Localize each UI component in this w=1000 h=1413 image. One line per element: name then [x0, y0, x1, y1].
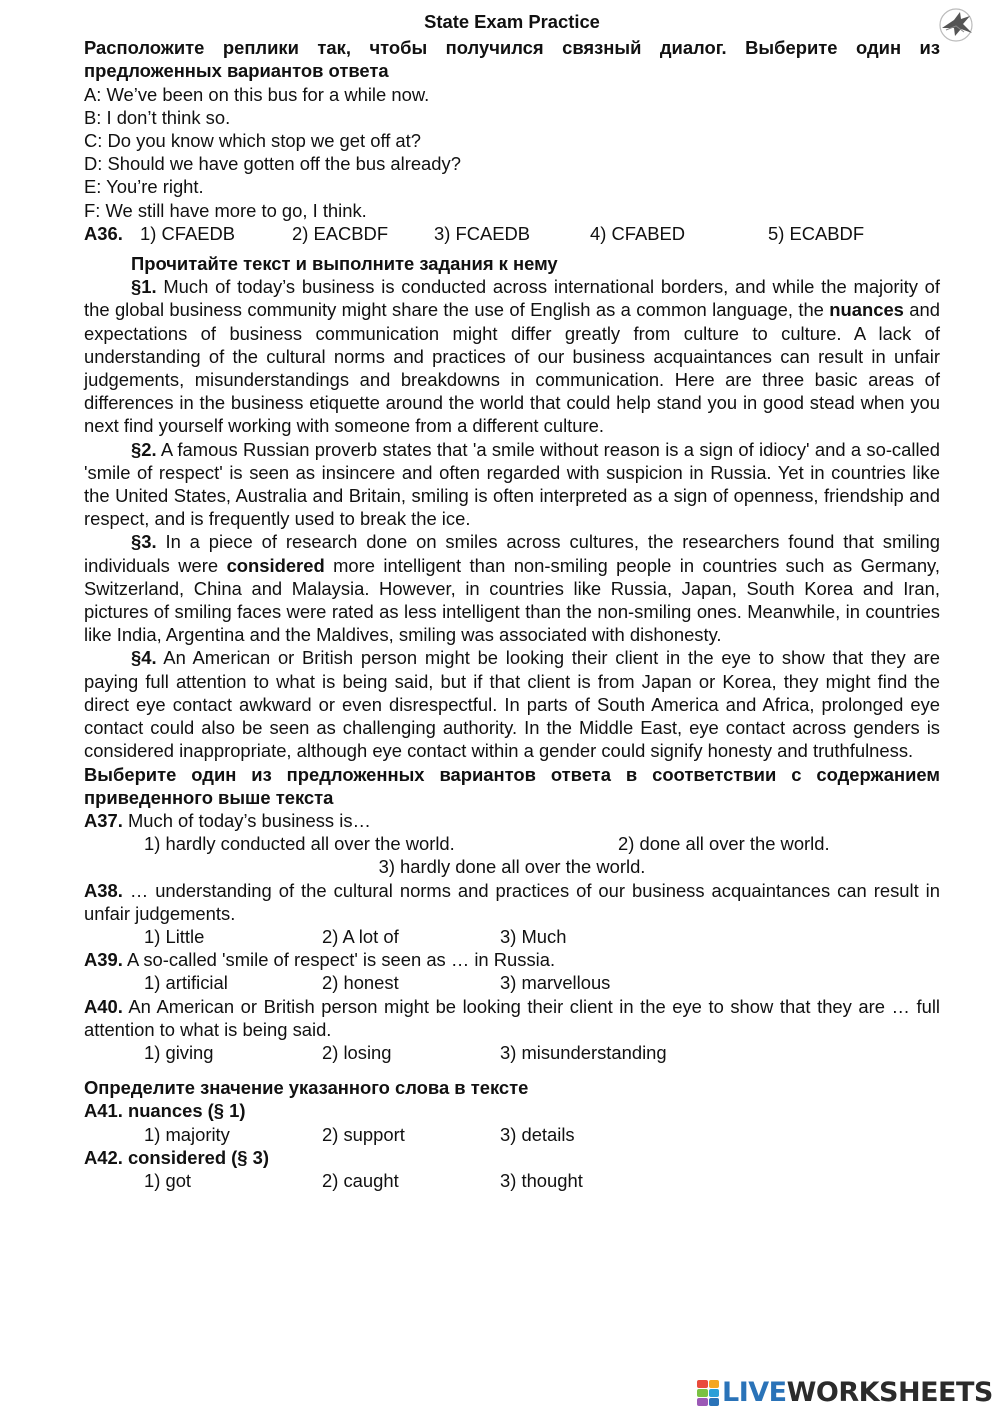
question-a39 [84, 948, 940, 994]
answer-option[interactable]: 1) majority [144, 1123, 230, 1145]
answer-option[interactable]: 1) CFAEDB [140, 222, 236, 244]
logo-suffix: WORKSHEETS [786, 1377, 993, 1408]
answer-option[interactable]: 3) hardly done all over the world. [378, 856, 646, 878]
question-label: A42. considered (§ 3) [84, 1146, 269, 1168]
question-a36 [84, 222, 940, 245]
answer-option[interactable]: 4) CFABED [590, 222, 686, 244]
answer-option[interactable]: 2) support [322, 1123, 405, 1145]
question-label: A36. [84, 222, 123, 244]
dialogue-instruction: Расположите реплики так, чтобы получился связный диалог. Выберите один из предложенных вариантов ответа [84, 37, 940, 82]
answer-option[interactable]: 2) losing [322, 1041, 392, 1063]
question-a42 [84, 1146, 940, 1192]
question-stem: … understanding of the cultural norms and practices of our business acquaintances can result in unfair judgements. [84, 879, 940, 924]
questions-instruction: Выберите один из предложенных вариантов ответа в соответствии с содержанием приведенного выше текста [84, 763, 940, 808]
answer-option[interactable]: 3) thought [500, 1169, 583, 1191]
question-stem: Much of today’s business is… [122, 809, 371, 831]
liveworksheets-logo[interactable] [697, 1378, 993, 1408]
paragraph-4 [84, 646, 940, 762]
answer-option[interactable]: 2) honest [322, 972, 399, 994]
paragraph-mark: §2. [131, 438, 157, 460]
dialogue-line-d: D: Should we have gotten off the bus already? [84, 153, 461, 175]
paragraph-text: Much of today’s business is conducted across international borders, and while the majority of the global business community might share the use of English as a common language, the [84, 276, 940, 321]
answer-option[interactable]: 1) got [144, 1169, 192, 1191]
answer-option[interactable]: 3) FCAEDB [434, 222, 531, 244]
answer-option[interactable]: 3) Much [500, 925, 567, 947]
answer-option[interactable]: 5) ECABDF [768, 222, 865, 244]
logo-prefix: LIVE [722, 1377, 787, 1408]
liveworksheets-wordmark [722, 1378, 993, 1408]
question-stem: A so-called 'smile of respect' is seen as … in Russia. [122, 949, 556, 971]
dialogue-line-b: B: I don’t think so. [84, 106, 231, 128]
question-a37 [84, 809, 940, 879]
paragraph-1 [84, 275, 940, 437]
answer-option[interactable]: 2) EACBDF [292, 222, 389, 244]
worksheet-page [84, 10, 940, 1192]
answer-option[interactable]: 2) done all over the world. [618, 833, 830, 855]
answer-option[interactable]: 1) artificial [144, 972, 228, 994]
question-label: A40. [84, 995, 123, 1017]
paragraph-mark: §1. [131, 276, 157, 298]
answer-option[interactable]: 3) details [500, 1123, 575, 1145]
highlighted-word-considered: considered [226, 554, 325, 576]
dialogue-line-f: F: We still have more to go, I think. [84, 199, 367, 221]
paragraph-text: An American or British person might be looking their client in the eye to show that they are paying full attention to what is being said, but if that client is from Japan or Korea, they might find the direct eye contact awkward or even disrespectful. In parts of South America and Africa, prolonged eye contact could also be seen as challenging authority. In the Middle East, eye contact across genders is considered inappropriate, although eye contact within a gender could signify honesty and truthfulness. [84, 647, 940, 762]
question-a40 [84, 995, 940, 1065]
reading-instruction: Прочитайте текст и выполните задания к нему [131, 253, 558, 275]
paragraph-3 [84, 530, 940, 646]
bird-logo-icon [934, 6, 978, 44]
answer-option[interactable]: 3) misunderstanding [500, 1041, 667, 1063]
paragraph-mark: §3. [131, 531, 157, 553]
paragraph-2 [84, 438, 940, 531]
paragraph-text: and expectations of business communication might differ greatly from culture to culture. A lack of understanding of the cultural norms and practices of our business acquaintances can result in unfair judgements, misunderstandings and breakdowns in communication. Here are three basic areas of differences in the business etiquette around the world that could help stand you in good stead when you next find yourself working with someone from a different culture. [84, 299, 940, 437]
question-label: A41. nuances (§ 1) [84, 1100, 246, 1122]
answer-option[interactable]: 1) Little [144, 925, 205, 947]
dialogue-line-c: C: Do you know which stop we get off at? [84, 130, 422, 152]
dialogue-line-e: E: You’re right. [84, 176, 204, 198]
paragraph-text: A famous Russian proverb states that 'a smile without reason is a sign of idiocy' and a so-called 'smile of respect' is seen as insincere and often regarded with suspicion in Russia. Yet in countries like the United States, Australia and Britain, smiling is often interpreted as a sign of openness, friendship and respect, and is frequently used to break the ice. [84, 438, 940, 530]
question-label: A38. [84, 879, 123, 901]
liveworksheets-badge-icon [697, 1380, 719, 1406]
question-stem: An American or British person might be looking their client in the eye to show that they are … full attention to what is being said. [84, 995, 940, 1040]
answer-option[interactable]: 2) A lot of [322, 925, 399, 947]
answer-option[interactable]: 2) caught [322, 1169, 399, 1191]
question-label: A39. [84, 949, 123, 971]
answer-option[interactable]: 3) marvellous [500, 972, 611, 994]
question-a41 [84, 1099, 940, 1145]
vocab-instruction: Определите значение указанного слова в тексте [84, 1077, 529, 1099]
answer-option[interactable]: 1) hardly conducted all over the world. [144, 833, 455, 855]
question-a38 [84, 879, 940, 949]
paragraph-mark: §4. [131, 647, 157, 669]
highlighted-word-nuances: nuances [829, 299, 904, 321]
dialogue-line-a: A: We’ve been on this bus for a while now. [84, 83, 430, 105]
page-title: State Exam Practice [424, 11, 600, 32]
paragraph-text: more intelligent than non-smiling people in countries such as Germany, Switzerland, China and Malaysia. However, in countries like Russia, Japan, South Korea and Iran, pictures of smiling faces were rated as less intelligent than the non-smiling ones. Meanwhile, in countries like India, Argentina and the Maldives, smiling was associated with dishonesty. [84, 554, 940, 646]
question-label: A37. [84, 809, 123, 831]
answer-option[interactable]: 1) giving [144, 1041, 214, 1063]
paragraph-text: In a piece of research done on smiles across cultures, the researchers found that smiling individuals were [84, 531, 940, 576]
